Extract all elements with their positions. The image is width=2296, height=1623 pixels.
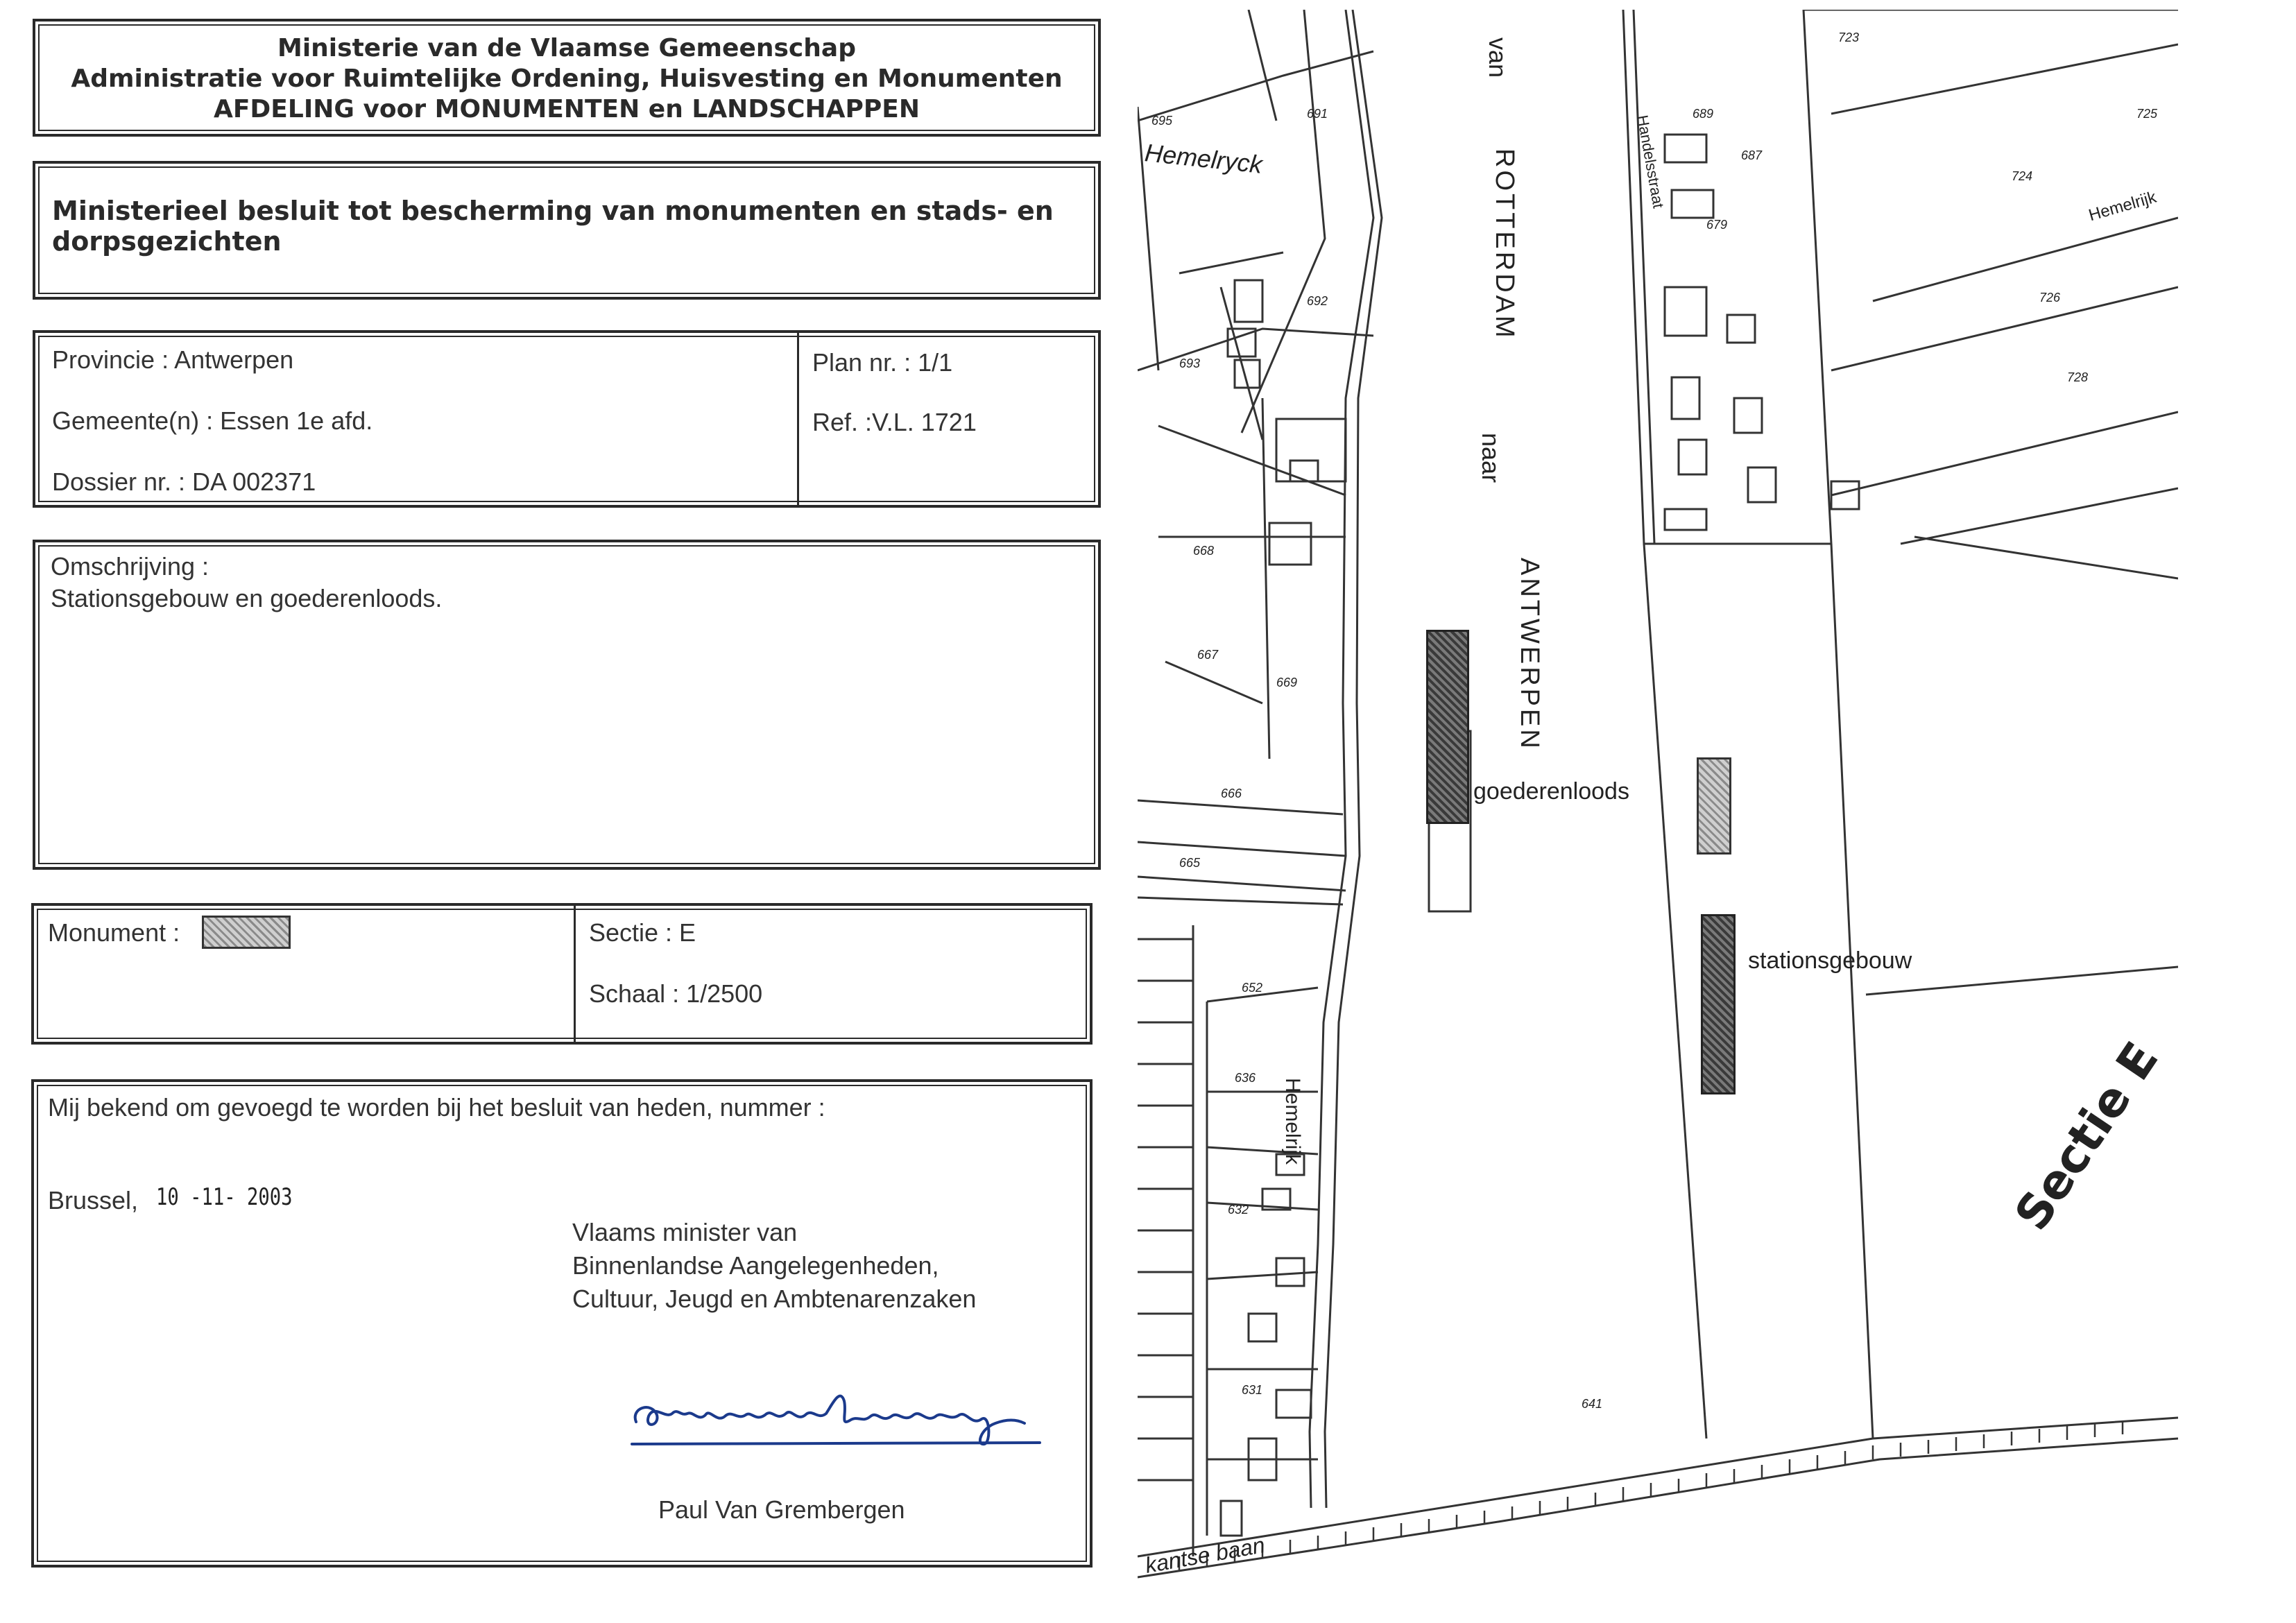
scale-text: Schaal : 1/2500 [589, 979, 763, 1008]
minister-title-line3: Cultuur, Jeugd en Ambtenarenzaken [572, 1285, 977, 1313]
minister-title-line2: Binnenlandse Aangelegenheden, [572, 1251, 939, 1280]
legend-box [31, 903, 1093, 1045]
description-box [33, 540, 1101, 870]
description-label: Omschrijving : [51, 552, 209, 581]
parcel-number: 693 [1179, 357, 1201, 370]
approval-date-stamp: 10 -11- 2003 [156, 1183, 293, 1211]
label-goederenloods: goederenloods [1473, 778, 1629, 805]
street-label-hemelrijk-northeast: Hemelrijk [2087, 187, 2159, 225]
signature-image [624, 1380, 1054, 1457]
railway-label-naar: naar [1477, 433, 1505, 483]
minister-title-line1: Vlaams minister van [572, 1218, 798, 1246]
parcel-number: 695 [1151, 114, 1173, 128]
parcel-number: 692 [1307, 294, 1328, 308]
decree-title-line2: dorpsgezichten [52, 226, 282, 257]
parcel-number: 636 [1235, 1071, 1256, 1085]
parcel-number: 667 [1197, 648, 1219, 662]
section-label-sectie-e: Sectie E [2005, 1033, 2170, 1241]
parcel-number: 631 [1242, 1383, 1263, 1397]
street-label-kantse-baan: kantse baan [1143, 1532, 1267, 1578]
label-stationsgebouw: stationsgebouw [1748, 947, 1912, 974]
decree-box [33, 161, 1101, 300]
railway-label-antwerpen: ANTWERPEN [1515, 558, 1544, 751]
parcel-number: 687 [1741, 148, 1763, 162]
header-box [33, 19, 1101, 137]
map-linework [1138, 10, 2178, 1598]
reference-number: Ref. :V.L. 1721 [812, 408, 977, 436]
parcel-number: 679 [1706, 218, 1728, 232]
street-label-handelsstraat: Handelsstraat [1634, 114, 1668, 210]
department-title: AFDELING voor MONUMENTEN en LANDSCHAPPEN [213, 95, 920, 123]
monument-hatch-swatch [202, 916, 291, 949]
approval-statement: Mij bekend om gevoegd te worden bij het besluit van heden, nummer : [48, 1093, 825, 1122]
approval-box [31, 1079, 1093, 1568]
decree-title-line1: Ministerieel besluit tot bescherming van monumenten en stads- en [52, 196, 1054, 226]
details-divider [797, 333, 799, 505]
section-text: Sectie : E [589, 918, 696, 947]
parcel-number: 666 [1221, 787, 1242, 800]
approval-city: Brussel, [48, 1186, 139, 1214]
cadastral-map [1138, 10, 2178, 1598]
parcel-number: 723 [1838, 31, 1860, 44]
parcel-number: 669 [1276, 676, 1298, 689]
railway-label-van: van [1484, 37, 1512, 78]
parcel-number: 725 [2136, 107, 2158, 121]
dossier-text: Dossier nr. : DA 002371 [52, 467, 316, 496]
legend-divider [574, 906, 576, 1042]
station-annex-hatch [1697, 757, 1731, 855]
street-label-hemelrijk: Hemelrijk [1281, 1078, 1304, 1165]
parcel-number: 726 [2039, 291, 2061, 304]
ministry-title: Ministerie van de Vlaamse Gemeenschap [277, 34, 856, 62]
details-box [33, 330, 1101, 508]
goederenloods-building [1426, 630, 1469, 824]
parcel-number: 641 [1582, 1397, 1603, 1411]
municipality-text: Gemeente(n) : Essen 1e afd. [52, 406, 373, 435]
railway-label-rotterdam: ROTTERDAM [1490, 148, 1519, 341]
parcel-number: 652 [1242, 981, 1263, 995]
stationsgebouw-building [1701, 914, 1736, 1094]
parcel-number: 724 [2012, 169, 2033, 183]
parcel-number: 689 [1693, 107, 1714, 121]
signatory-name: Paul Van Grembergen [658, 1495, 905, 1524]
description-text: Stationsgebouw en goederenloods. [51, 584, 443, 612]
parcel-number: 632 [1228, 1203, 1249, 1217]
parcel-number: 665 [1179, 856, 1201, 870]
parcel-number: 668 [1193, 544, 1215, 558]
street-label-hemelryck: Hemelryck [1143, 138, 1264, 179]
plan-number: Plan nr. : 1/1 [812, 348, 953, 377]
parcel-number: 728 [2067, 370, 2089, 384]
province-text: Provincie : Antwerpen [52, 345, 294, 374]
monument-label: Monument : [48, 918, 180, 947]
parcel-number: 691 [1307, 107, 1328, 121]
administration-title: Administratie voor Ruimtelijke Ordening, Huisvesting en Monumenten [71, 65, 1063, 93]
